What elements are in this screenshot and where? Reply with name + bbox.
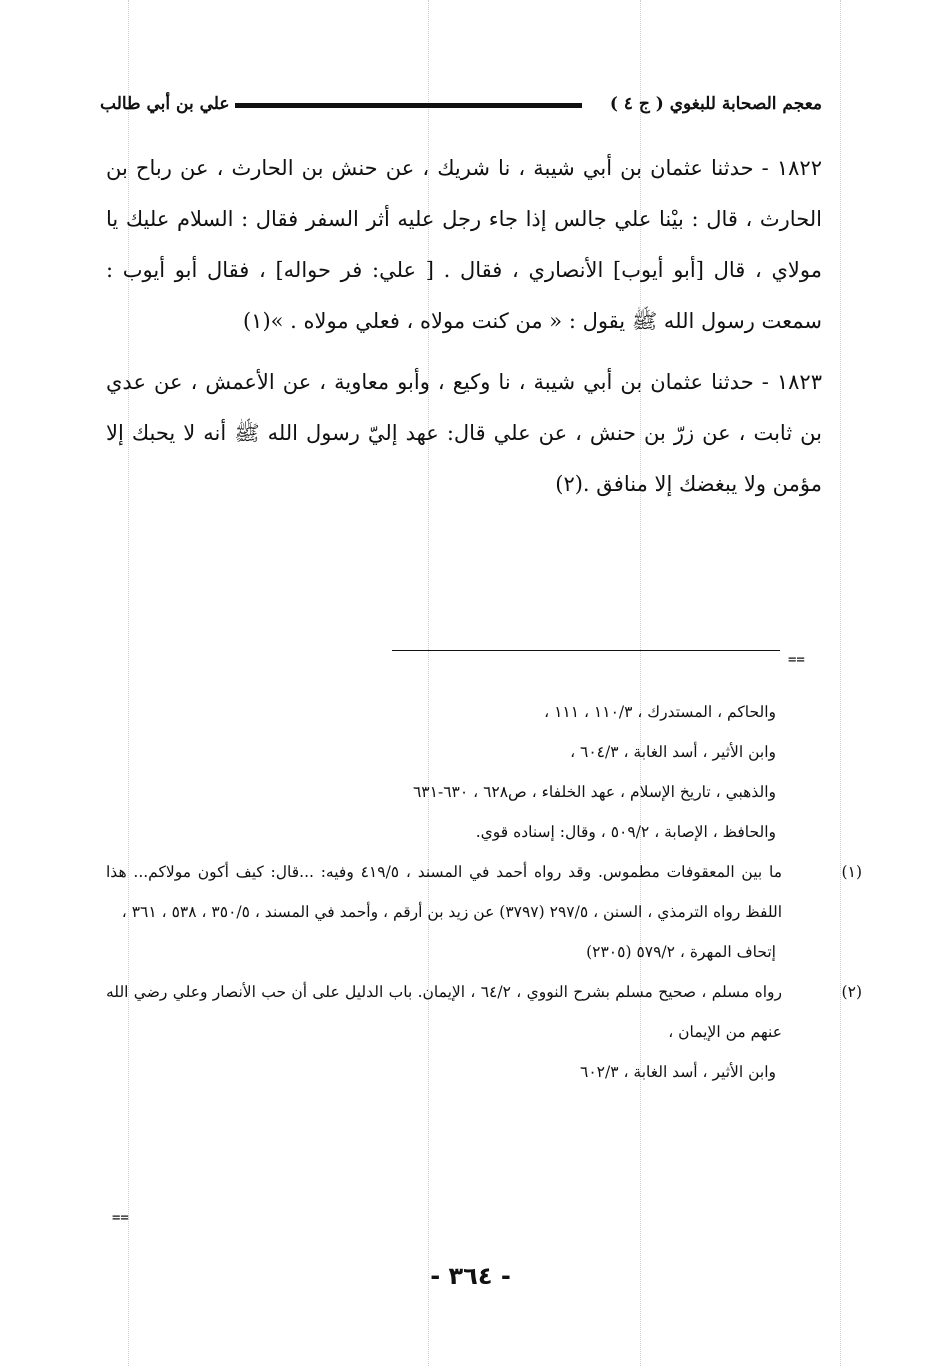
chapter-title: علي بن أبي طالب xyxy=(100,94,230,114)
footnote-text: رواه مسلم ، صحيح مسلم بشرح النووي ، ٦٤/٢ ، الإيمان. باب الدليل على أن حب الأنصار وعلي رضي الله عنهم من الإيمان ، xyxy=(106,983,782,1041)
running-header xyxy=(100,92,822,122)
main-text xyxy=(106,143,822,510)
footnote-separator xyxy=(392,650,780,651)
page-number: - ٣٦٤ - xyxy=(430,1262,511,1290)
hadith-1822: ١٨٢٢ - حدثنا عثمان بن أبي شيبة ، نا شريك ، عن حنش بن الحارث ، عن رباح بن الحارث ، قال : بيْنا علي جالس إذا جاء رجل عليه أثر السفر فقال : السلام عليك يا مولاي ، قال [أبو أيوب] الأنصاري ، فقال . [ علي: فر حواله] ، فقال أبو أيوب : سمعت رسول الله ﷺ يقول : « من كنت مولاه ، فعلي مولاه . »(١) xyxy=(106,156,822,333)
footnote-number: (١) xyxy=(841,863,862,881)
footnote-carry-line: والحافظ ، الإصابة ، ٥٠٩/٢ ، وقال: إسناده قوي. xyxy=(475,823,776,841)
footnote-carry-line: والحاكم ، المستدرك ، ١١٠/٣ ، ١١١ ، xyxy=(544,703,776,721)
footnote-carry-line: والذهبي ، تاريخ الإسلام ، عهد الخلفاء ، ص٦٢٨ ، ٦٣٠-٦٣١ xyxy=(412,783,776,801)
book-title: معجم الصحابة للبغوي ( ج ٤ ) xyxy=(609,94,822,114)
footnote-line: وابن الأثير ، أسد الغابة ، ٦٠٢/٣ xyxy=(580,1063,776,1081)
footnotes xyxy=(106,692,862,1092)
continuation-mark: == xyxy=(112,1210,129,1226)
scan-guide-line xyxy=(840,0,841,1366)
footnote-1 xyxy=(106,852,862,932)
footnote-number: (٢) xyxy=(841,983,862,1001)
header-rule xyxy=(235,103,582,108)
footnote-carry-line: وابن الأثير ، أسد الغابة ، ٦٠٤/٣ ، xyxy=(570,743,776,761)
footnote-line: إتحاف المهرة ، ٥٧٩/٢ (٢٣٠٥) xyxy=(586,943,776,961)
hadith-1823: ١٨٢٣ - حدثنا عثمان بن أبي شيبة ، نا وكيع ، وأبو معاوية ، عن الأعمش ، عن عدي بن ثابت ، عن زرّ بن حنش ، عن علي قال: عهد إليّ رسول الله ﷺ أنه لا يحبك إلا مؤمن ولا يبغضك إلا منافق .(٢) xyxy=(106,370,823,496)
continuation-mark: == xyxy=(788,652,805,668)
footnote-text: ما بين المعقوفات مطموس. وقد رواه أحمد في المسند ، ٤١٩/٥ وفيه: ...قال: كيف أكون مولاكم... هذا اللفظ رواه الترمذي ، السنن ، ٢٩٧/٥ (٣٧٩٧) عن زيد بن أرقم ، وأحمد في المسند ، ٣٥٠/٥ ، ٥٣٨ ، ٣٦١ ، xyxy=(106,863,782,921)
footnote-2 xyxy=(106,972,862,1052)
